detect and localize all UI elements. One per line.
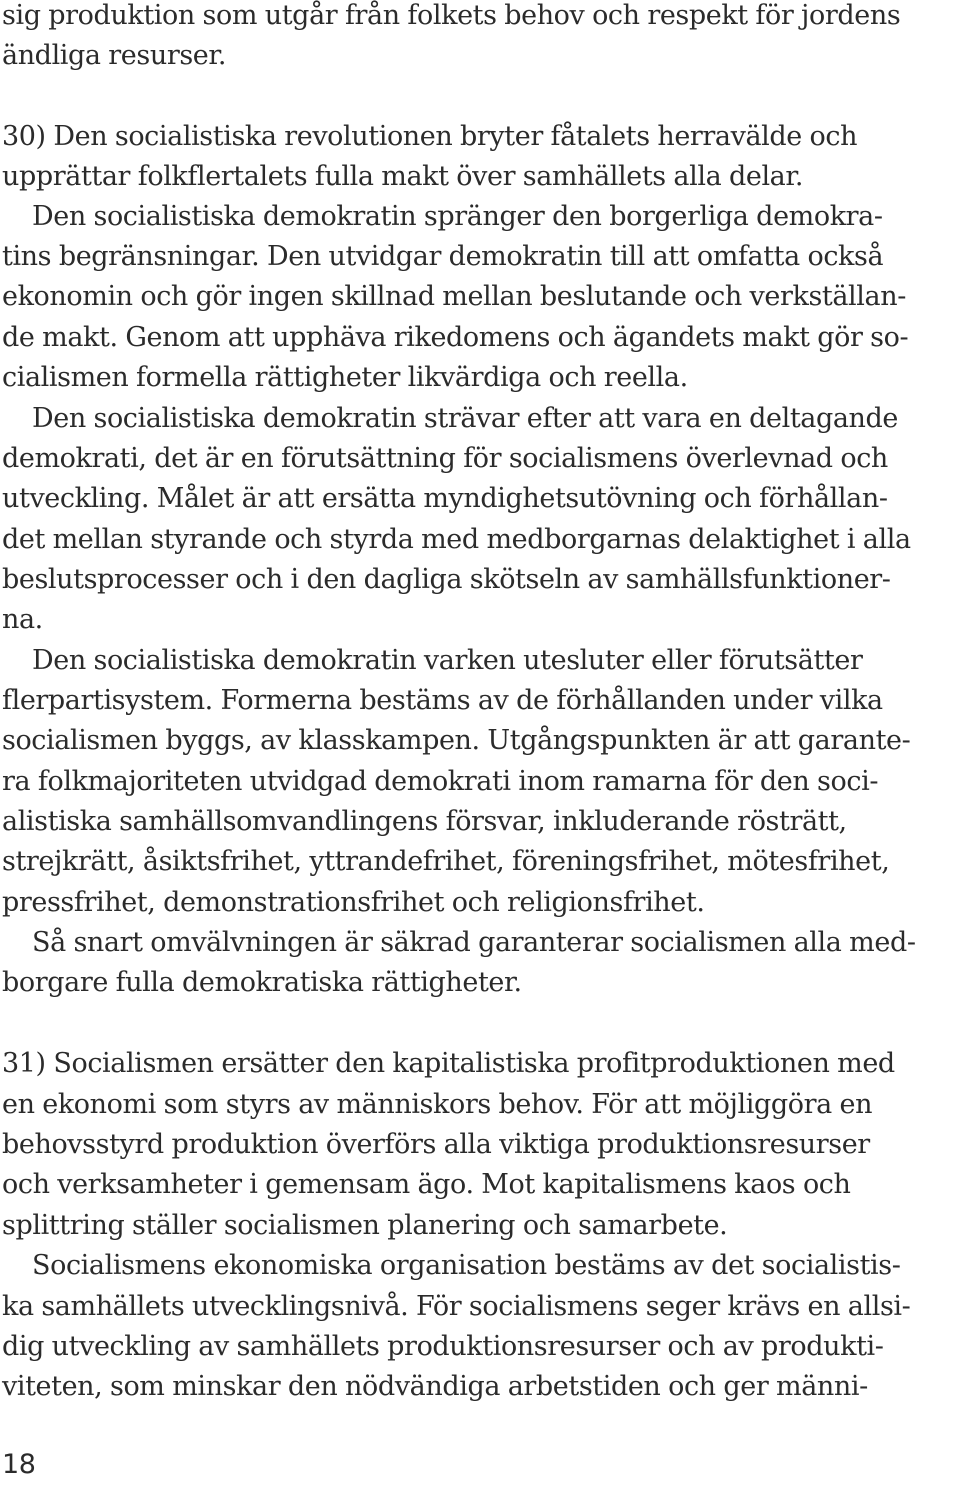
section-30-heading-line: 30) Den socialistiska revolutionen bryter fåtalets herravälde och [2,121,858,152]
text-line: de makt. Genom att upphäva rikedomens och ägandets makt gör so- [2,322,909,353]
text-line: Den socialistiska demokratin varken utesluter eller förutsätter [32,645,863,676]
text-line: viteten, som minskar den nödvändiga arbetstiden och ger männi- [2,1371,868,1402]
text-line: det mellan styrande och styrda med medborgarnas delaktighet i alla [2,524,911,555]
text-line: utveckling. Målet är att ersätta myndighetsutövning och förhållan- [2,483,888,514]
text-line: ändliga resurser. [2,40,227,71]
text-line: upprättar folkflertalets fulla makt över samhällets alla delar. [2,161,804,192]
text-line: borgare fulla demokratiska rättigheter. [2,967,522,998]
section-31-heading-line: 31) Socialismen ersätter den kapitalistiska profitproduktionen med [2,1048,895,1079]
text-line: splittring ställer socialismen planering och samarbete. [2,1210,728,1241]
text-line: ka samhällets utvecklingsnivå. För socialismens seger krävs en allsi- [2,1291,911,1322]
text-line: beslutsprocesser och i den dagliga skötseln av samhällsfunktioner- [2,564,891,595]
page-number: 18 [2,1449,36,1480]
text-line: Så snart omvälvningen är säkrad garanterar socialismen alla med- [32,927,916,958]
text-line: socialismen byggs, av klasskampen. Utgångspunkten är att garante- [2,725,911,756]
text-line: alistiska samhällsomvandlingens försvar, inkluderande rösträtt, [2,806,847,837]
text-line: dig utveckling av samhällets produktionsresurser och av produkti- [2,1331,884,1362]
text-line: ekonomin och gör ingen skillnad mellan beslutande och verkställan- [2,281,906,312]
text-line: behovsstyrd produktion överförs alla viktiga produktionsresurser [2,1129,870,1160]
text-line: Socialismens ekonomiska organisation bestäms av det socialistis- [32,1250,901,1281]
text-line: och verksamheter i gemensam ägo. Mot kapitalismens kaos och [2,1169,851,1200]
text-line: pressfrihet, demonstrationsfrihet och religionsfrihet. [2,887,705,918]
text-line: ra folkmajoriteten utvidgad demokrati inom ramarna för den soci- [2,766,879,797]
text-line: Den socialistiska demokratin strävar efter att vara en deltagande [32,403,898,434]
text-line: en ekonomi som styrs av människors behov. För att möjliggöra en [2,1089,873,1120]
text-line: cialismen formella rättigheter likvärdiga och reella. [2,362,688,393]
text-line: tins begränsningar. Den utvidgar demokratin till att omfatta också [2,241,884,272]
text-line: Den socialistiska demokratin spränger den borgerliga demokra- [32,201,883,232]
text-line: sig produktion som utgår från folkets behov och respekt för jordens [2,0,901,31]
text-line: na. [2,604,43,635]
text-line: strejkrätt, åsiktsfrihet, yttrandefrihet, föreningsfrihet, mötesfrihet, [2,846,890,877]
text-line: demokrati, det är en förutsättning för socialismens överlevnad och [2,443,888,474]
text-line: flerpartisystem. Formerna bestäms av de förhållanden under vilka [2,685,883,716]
